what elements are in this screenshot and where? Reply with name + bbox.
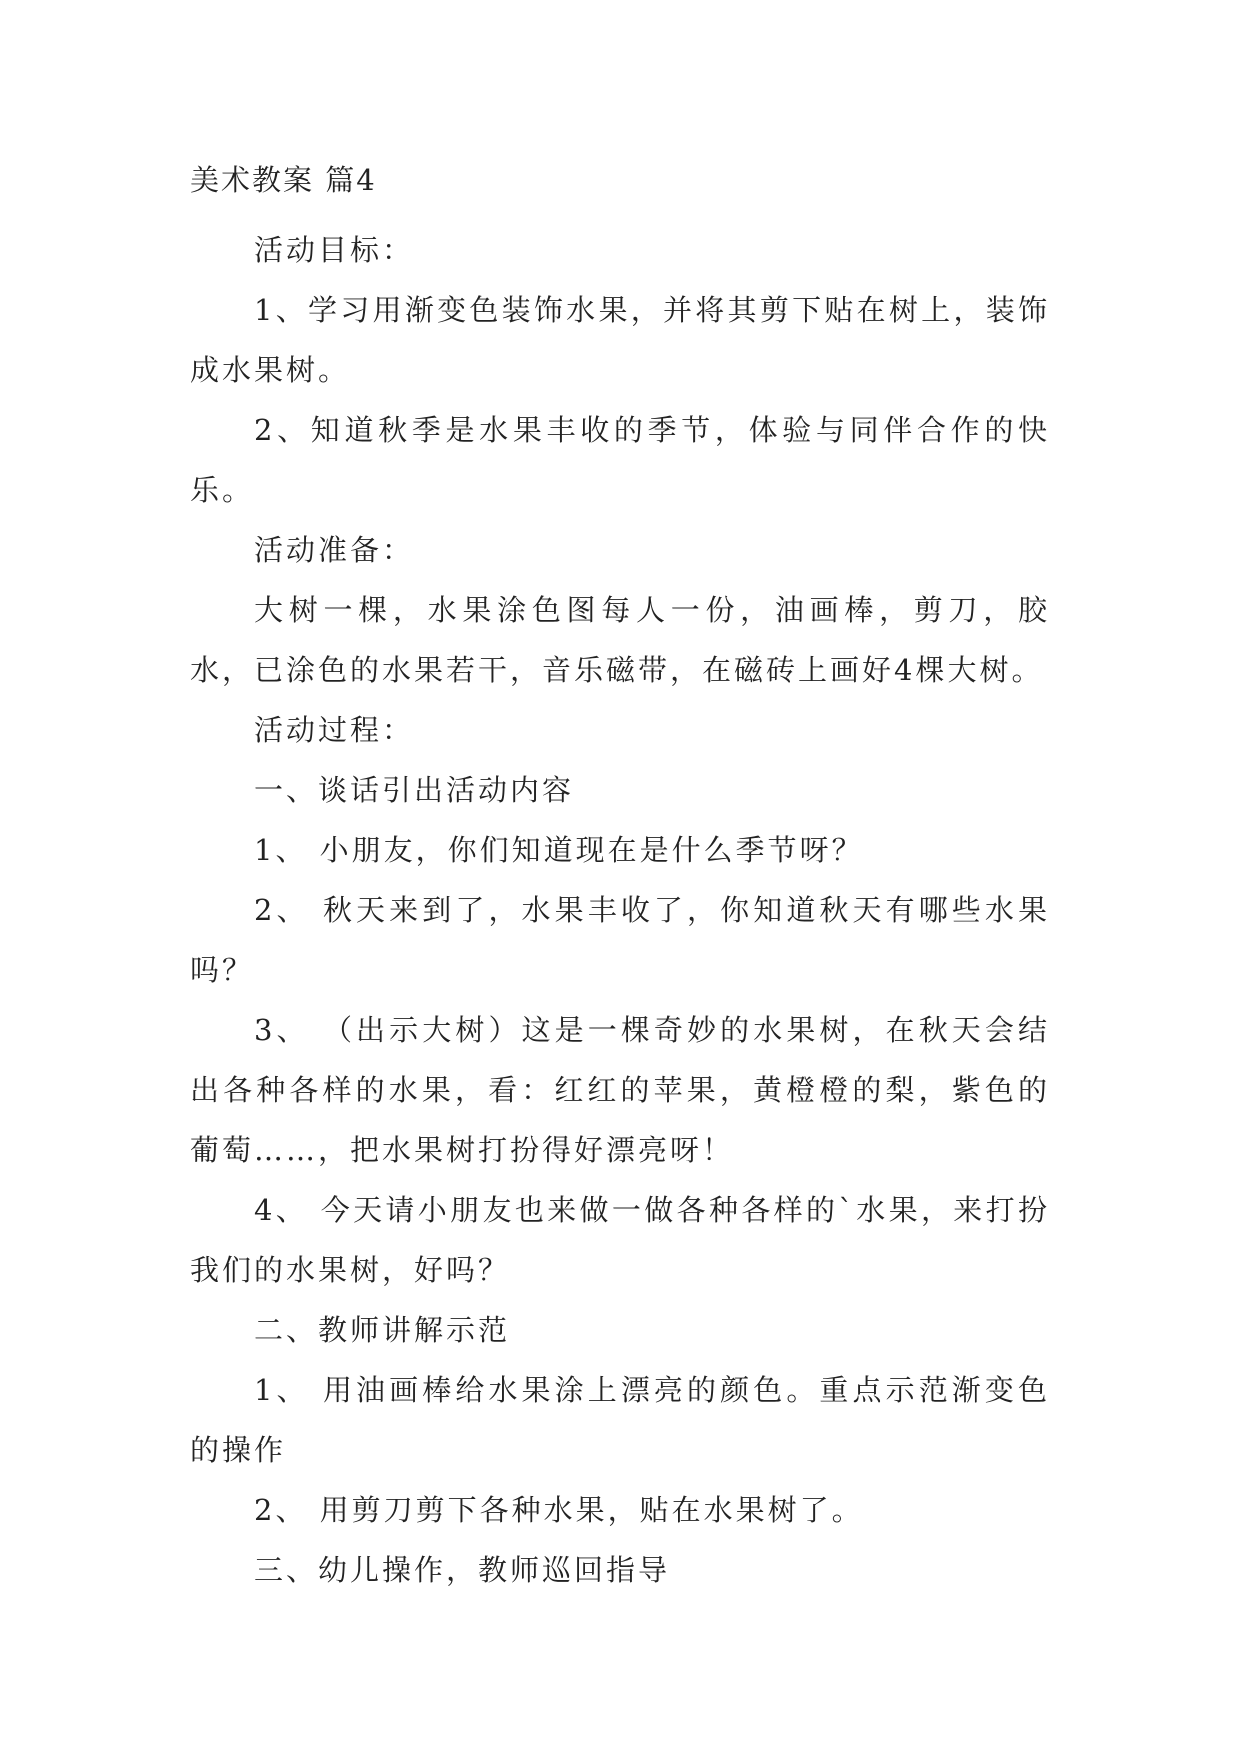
document-title: 美术教案 篇4 <box>190 163 377 197</box>
process-item-1-3: 3、 （出示大树）这是一棵奇妙的水果树，在秋天会结出各种各样的水果，看：红红的苹果，黄橙橙的梨，紫色的葡萄……，把水果树打扮得好漂亮呀！ <box>190 1013 1050 1167</box>
process-step-heading-2: 二、教师讲解示范 <box>254 1313 511 1347</box>
goal-item-1: 1、学习用渐变色装饰水果，并将其剪下贴在树上，装饰成水果树。 <box>190 293 1050 387</box>
process-item-2-2: 2、 用剪刀剪下各种水果，贴在水果树了。 <box>254 1493 864 1527</box>
section-heading-goals: 活动目标： <box>254 233 415 267</box>
process-item-1-2: 2、 秋天来到了，水果丰收了，你知道秋天有哪些水果吗？ <box>190 893 1050 987</box>
process-step-heading-1: 一、谈话引出活动内容 <box>254 773 575 807</box>
process-item-1-4: 4、 今天请小朋友也来做一做各种各样的`水果，来打扮我们的水果树，好吗？ <box>190 1193 1050 1287</box>
process-step-heading-3: 三、幼儿操作，教师巡回指导 <box>254 1553 671 1587</box>
process-item-2-1: 1、 用油画棒给水果涂上漂亮的颜色。重点示范渐变色的操作 <box>190 1373 1050 1467</box>
goal-item-2: 2、知道秋季是水果丰收的季节，体验与同伴合作的快乐。 <box>190 413 1050 507</box>
section-heading-preparation: 活动准备： <box>254 533 415 567</box>
process-item-1-1: 1、 小朋友，你们知道现在是什么季节呀？ <box>254 833 864 867</box>
section-heading-process: 活动过程： <box>254 713 415 747</box>
preparation-text: 大树一棵，水果涂色图每人一份，油画棒，剪刀，胶水，已涂色的水果若干，音乐磁带，在磁砖上画好4棵大树。 <box>190 593 1050 687</box>
document-body <box>190 160 1050 1600</box>
